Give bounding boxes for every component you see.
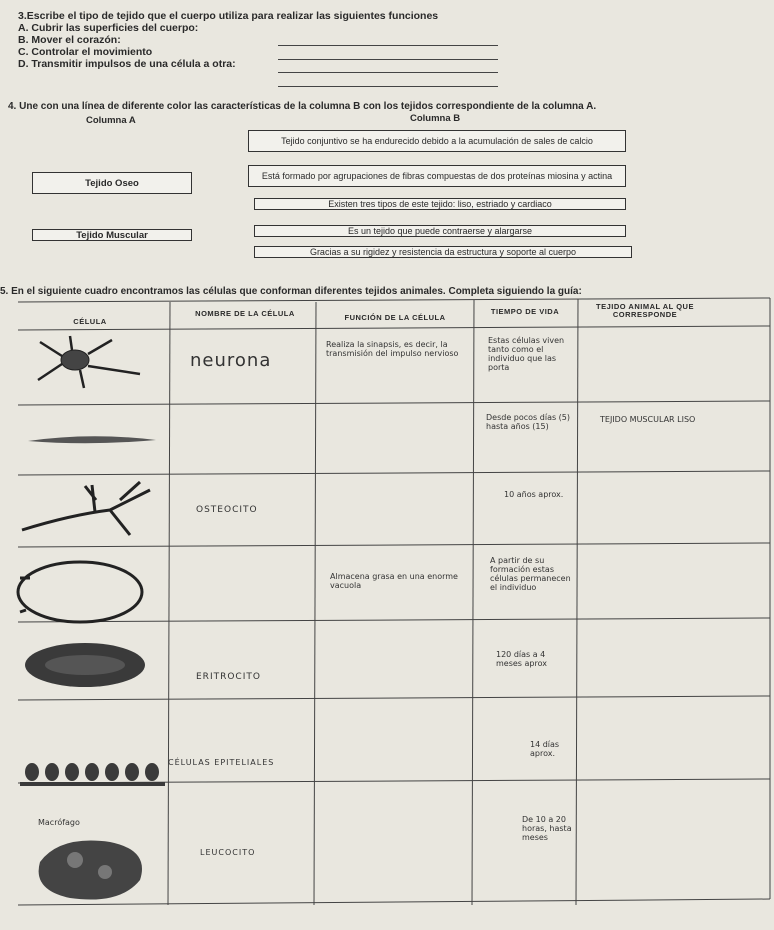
osteocyte-cell-image: [22, 482, 150, 535]
macrophage-label: Macrófago: [38, 818, 80, 827]
column-b-header: Columna B: [410, 113, 461, 124]
header-tiempo: TIEMPO DE VIDA: [490, 307, 560, 316]
header-funcion: FUNCIÓN DE LA CÉLULA: [344, 313, 446, 322]
erythrocyte-cell-image: [25, 643, 145, 687]
question-3-option-d: D. Transmitir impulsos de una célula a otra:: [18, 58, 236, 70]
row-6-lifespan: 14 días aprox.: [530, 740, 560, 758]
column-a-header: Columna A: [86, 115, 136, 126]
row-1-name[interactable]: neurona: [190, 350, 272, 371]
macrophage-cell-image: [39, 841, 142, 900]
question-3-title: 3.Escribe el tipo de tejido que el cuerpo utiliza para realizar las siguientes funciones: [18, 10, 439, 22]
column-b-item-4: Es un tejido que puede contraerse y alargarse: [254, 225, 626, 237]
row-7-lifespan: De 10 a 20 horas, hasta meses: [522, 815, 572, 842]
row-3-name[interactable]: OSTEOCITO: [196, 505, 258, 515]
neuron-cell-image: [38, 336, 140, 388]
header-tejido: TEJIDO ANIMAL AL QUE CORRESPONDE: [596, 302, 694, 319]
row-5-name[interactable]: ERITROCITO: [196, 672, 261, 682]
row-4-function: Almacena grasa en una enorme vacuola: [330, 572, 458, 590]
column-b-item-2: Está formado por agrupaciones de fibras compuestas de dos proteínas miosina y actina: [248, 165, 626, 187]
row-2-lifespan: Desde pocos días (5) hasta años (15): [486, 413, 571, 431]
smooth-muscle-cell-image: [28, 436, 156, 443]
row-7-name[interactable]: LEUCOCITO: [200, 848, 256, 857]
row-2-tissue[interactable]: TEJIDO MUSCULAR LISO: [600, 415, 696, 424]
header-nombre: NOMBRE DE LA CÉLULA: [195, 309, 295, 318]
row-1-lifespan: Estas células viven tanto como el individuo que las porta: [488, 336, 565, 372]
column-a-item-oseo: Tejido Oseo: [32, 172, 192, 194]
row-5-lifespan: 120 días a 4 meses aprox: [496, 650, 547, 668]
question-4-title: 4. Une con una línea de diferente color las características de la columna B con los tejidos correspondiente de la columna A.: [8, 101, 597, 112]
epithelial-cells-image: [20, 763, 165, 786]
column-b-item-5: Gracias a su rigidez y resistencia da estructura y soporte al cuerpo: [254, 246, 632, 258]
question-3-option-a: A. Cubrir las superficies del cuerpo:: [18, 22, 199, 34]
header-celula: CÉLULA: [73, 317, 107, 326]
adipocyte-cell-image: [18, 562, 142, 622]
column-b-item-3: Existen tres tipos de este tejido: liso, estriado y cardiaco: [254, 198, 626, 210]
row-3-lifespan: 10 años aprox.: [504, 490, 564, 499]
question-5-title: 5. En el siguiente cuadro encontramos las células que conforman diferentes tejidos animales. Completa siguiendo la guía:: [0, 286, 582, 297]
column-b-item-1: Tejido conjuntivo se ha endurecido debido a la acumulación de sales de calcio: [248, 130, 626, 152]
question-3-option-c: C. Controlar el movimiento: [18, 46, 153, 58]
row-6-name[interactable]: CÉLULAS EPITELIALES: [168, 758, 275, 767]
question-3-option-b: B. Mover el corazón:: [18, 34, 121, 46]
row-1-function: Realiza la sinapsis, es decir, la transmisión del impulso nervioso: [326, 340, 459, 358]
row-4-lifespan: A partir de su formación estas células permanecen el individuo: [490, 556, 571, 592]
column-a-item-muscular: Tejido Muscular: [32, 229, 192, 241]
